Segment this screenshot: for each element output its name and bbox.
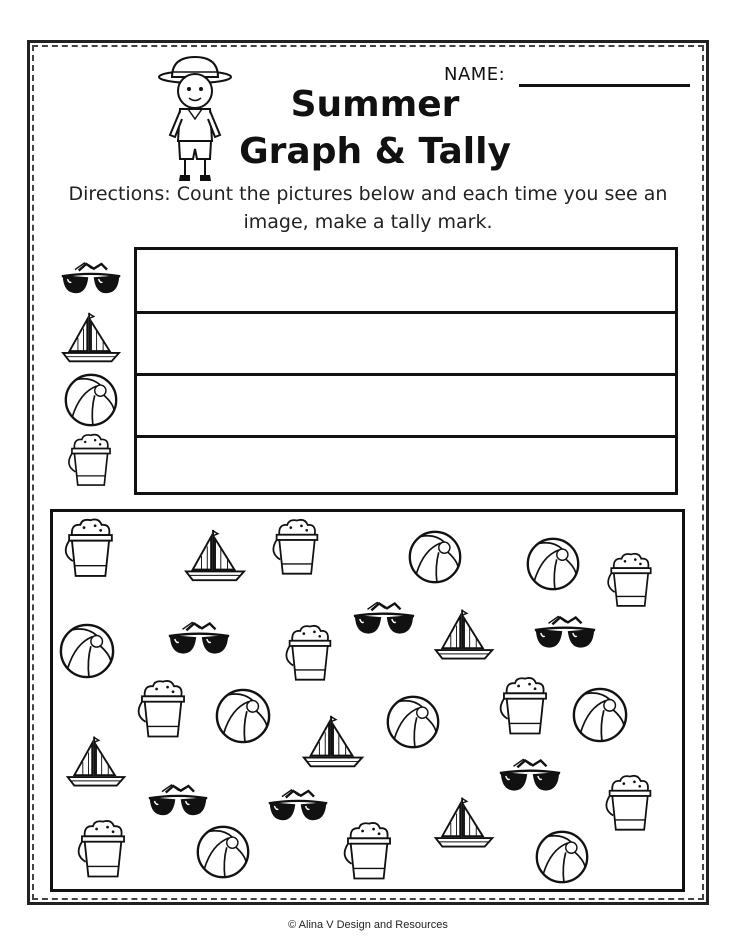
sunglasses-icon <box>350 600 418 640</box>
tally-row-sand-bucket[interactable] <box>137 435 675 492</box>
picture-area <box>50 509 685 892</box>
sand-bucket-icon <box>599 770 661 838</box>
beach-ball-icon <box>385 692 441 752</box>
sunglasses-icon <box>58 252 124 308</box>
directions-text: Directions: Count the pictures below and each time you see an image, make a tally mark. <box>68 183 668 233</box>
beach-ball-icon <box>58 620 116 682</box>
tally-row-sunglasses[interactable] <box>137 250 675 311</box>
beach-ball-icon <box>571 684 629 746</box>
copyright-footer: © Alina V Design and Resources <box>288 919 448 931</box>
sailboat-icon <box>181 527 249 585</box>
sand-bucket-icon <box>337 818 401 886</box>
sunglasses-icon <box>145 782 211 822</box>
name-label: NAME: <box>444 64 506 85</box>
sand-bucket-icon <box>493 672 557 742</box>
sunglasses-icon <box>165 620 233 660</box>
page-title-line1: Summer <box>290 84 460 125</box>
sailboat-icon <box>58 310 124 366</box>
sand-bucket-icon <box>71 816 135 884</box>
tally-row-sailboat[interactable] <box>137 311 675 373</box>
sailboat-icon <box>63 732 129 792</box>
sand-bucket-icon <box>601 548 661 614</box>
sand-bucket-icon <box>58 432 124 488</box>
beach-ball-icon <box>534 827 590 887</box>
sunglasses-icon <box>531 614 599 654</box>
sand-bucket-icon <box>58 514 123 584</box>
sailboat-icon <box>299 712 367 772</box>
sand-bucket-icon <box>279 620 341 688</box>
tally-row-beach-ball[interactable] <box>137 373 675 435</box>
sunglasses-icon <box>265 787 331 827</box>
sand-bucket-icon <box>131 675 195 745</box>
sunglasses-icon <box>496 757 564 797</box>
sailboat-icon <box>431 605 497 665</box>
beach-ball-icon <box>195 822 251 882</box>
beach-ball-icon <box>407 527 463 587</box>
beach-ball-icon <box>58 372 124 428</box>
sailboat-icon <box>431 792 497 854</box>
tally-table <box>134 247 678 495</box>
sand-bucket-icon <box>266 514 328 582</box>
page-title-line2: Graph & Tally <box>239 131 511 172</box>
beach-ball-icon <box>525 534 581 594</box>
beach-ball-icon <box>214 685 272 747</box>
